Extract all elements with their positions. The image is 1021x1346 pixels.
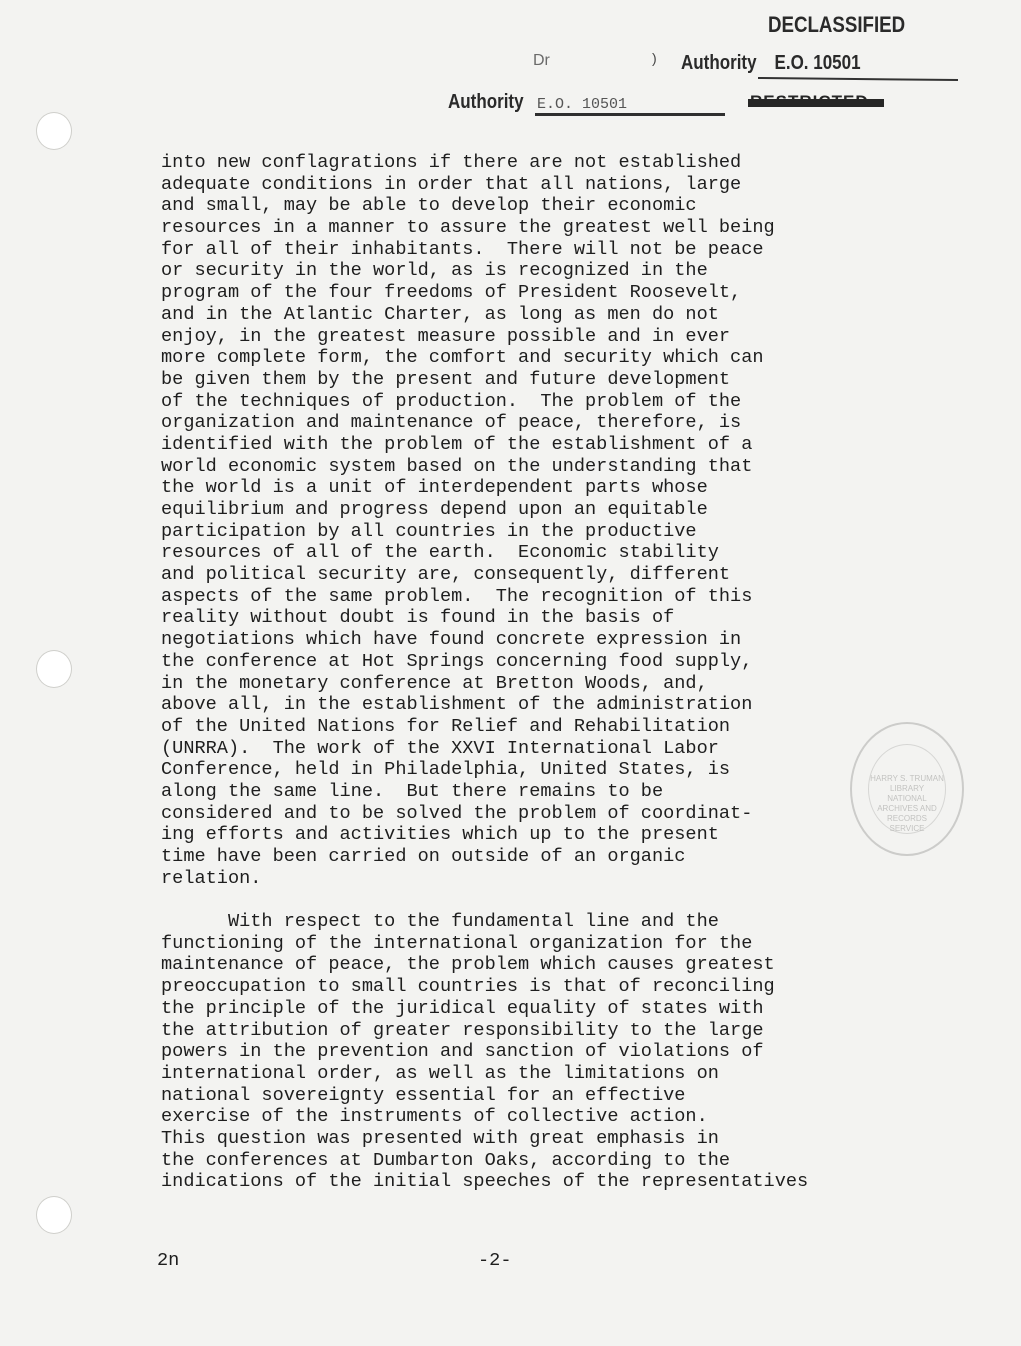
text-line: functioning of the international organization for the — [161, 932, 753, 954]
text-line: more complete form, the comfort and security which can — [161, 347, 764, 369]
text-line: negotiations which have found concrete expression in — [161, 629, 742, 651]
document-body — [161, 152, 881, 1193]
text-line: for all of their inhabitants. There will not be peace — [161, 238, 764, 260]
text-line: This question was presented with great emphasis in — [161, 1127, 719, 1149]
text-line: indications of the initial speeches of the representatives — [161, 1171, 809, 1193]
text-line: considered and to be solved the problem of coordinat- — [161, 802, 753, 824]
punch-hole — [36, 1196, 72, 1234]
text-line: international order, as well as the limitations on — [161, 1062, 719, 1084]
footer-typist-mark: 2n — [157, 1250, 180, 1271]
restricted-strikethrough — [748, 99, 884, 107]
page-number: -2- — [478, 1250, 512, 1271]
paragraph-2 — [161, 911, 881, 1193]
text-line: (UNRRA). The work of the XXVI International Labor — [161, 737, 719, 759]
paragraph-1 — [161, 152, 881, 889]
text-line: relation. — [161, 867, 262, 889]
authority-stamp-bottom-label: Authority — [448, 91, 524, 113]
text-line: adequate conditions in order that all nations, large — [161, 173, 742, 195]
punch-hole — [36, 112, 72, 150]
text-line: equilibrium and progress depend upon an equitable — [161, 499, 708, 520]
text-line: into new conflagrations if there are not established — [161, 152, 742, 173]
text-line: be given them by the present and future development — [161, 368, 731, 390]
text-line: aspects of the same problem. The recognition of this — [161, 585, 753, 607]
declassified-stamp: DECLASSIFIED — [768, 12, 906, 37]
text-line: national sovereignty essential for an effective — [161, 1084, 686, 1106]
text-line: of the techniques of production. The problem of the — [161, 390, 742, 412]
text-line: the world is a unit of interdependent parts whose — [161, 477, 708, 499]
text-line: maintenance of peace, the problem which causes greatest — [161, 954, 775, 976]
text-line: participation by all countries in the productive — [161, 520, 697, 542]
authority-bottom-underline — [535, 113, 725, 116]
text-line: With respect to the fundamental line and the — [161, 911, 719, 933]
text-line: above all, in the establishment of the administration — [161, 694, 753, 716]
text-line: the attribution of greater responsibility to the large — [161, 1019, 764, 1041]
text-line: world economic system based on the understanding that — [161, 455, 753, 477]
text-line: powers in the prevention and sanction of violations of — [161, 1041, 764, 1063]
text-line: and small, may be able to develop their economic — [161, 195, 697, 217]
text-line: Conference, held in Philadelphia, United States, is — [161, 759, 731, 781]
paragraph-gap — [161, 889, 881, 911]
text-line: reality without doubt is found in the basis of — [161, 607, 675, 629]
text-line: enjoy, in the greatest measure possible and in ever — [161, 325, 731, 347]
text-line: organization and maintenance of peace, therefore, is — [161, 412, 742, 434]
text-line: in the monetary conference at Bretton Woods, and, — [161, 672, 708, 694]
text-line: resources in a manner to assure the greatest well being — [161, 217, 775, 239]
punch-hole — [36, 650, 72, 688]
text-line: or security in the world, as is recognized in the — [161, 260, 708, 282]
text-line: time have been carried on outside of an organic — [161, 846, 686, 867]
text-line: resources of all of the earth. Economic stability — [161, 542, 719, 564]
text-line: identified with the problem of the establishment of a — [161, 433, 753, 455]
authority-top-value: E.O. 10501 — [774, 52, 861, 74]
text-line: ing efforts and activities which up to the present — [161, 824, 719, 846]
text-line: the conference at Hot Springs concerning food supply, — [161, 650, 753, 672]
text-line: of the United Nations for Relief and Rehabilitation — [161, 715, 731, 737]
archive-seal-text: HARRY S. TRUMAN LIBRARY NATIONAL ARCHIVES AND RECORDS SERVICE — [870, 774, 944, 833]
text-line: along the same line. But there remains to be — [161, 780, 664, 802]
text-line: the conferences at Dumbarton Oaks, according to the — [161, 1149, 731, 1171]
authority-top-label: Authority — [681, 52, 757, 74]
authority-stamp-bottom-value: E.O. 10501 — [537, 96, 628, 113]
text-line: and political security are, consequently, different — [161, 564, 731, 586]
text-line: exercise of the instruments of collective action. — [161, 1106, 708, 1128]
text-line: and in the Atlantic Charter, as long as men do not — [161, 303, 719, 325]
authority-top-underline — [758, 77, 958, 81]
text-line: preoccupation to small countries is that of reconciling — [161, 976, 775, 998]
faint-stamp-mark: Dr — [533, 52, 550, 69]
authority-stamp-top — [681, 52, 861, 75]
text-line: program of the four freedoms of President Roosevelt, — [161, 282, 742, 304]
archive-seal-stamp — [850, 722, 964, 856]
stamp-tick-mark: ) — [652, 50, 657, 66]
text-line: the principle of the juridical equality of states with — [161, 997, 764, 1019]
